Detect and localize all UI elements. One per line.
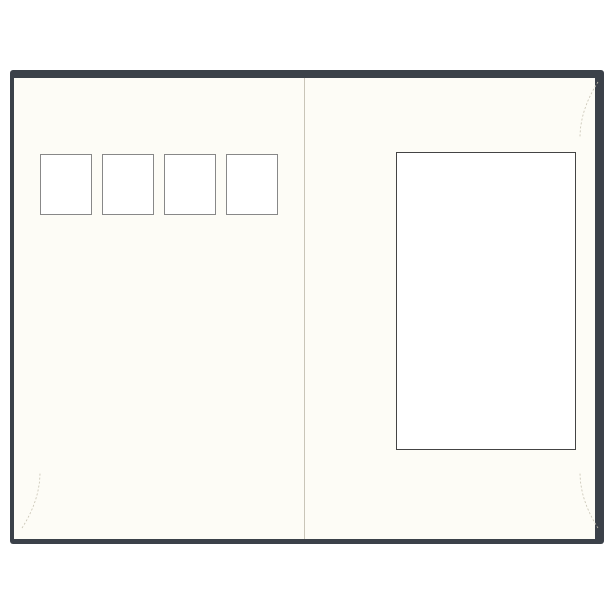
corner-stitch-right-top — [560, 80, 600, 140]
col-header-code — [239, 250, 302, 259]
operator-box-trimob — [226, 154, 278, 215]
corner-stitch-left — [20, 470, 60, 530]
distance-grid — [425, 152, 575, 450]
operator-box-kyivstar — [40, 154, 92, 215]
col-header-name — [40, 250, 102, 259]
col-header-code — [102, 250, 164, 259]
corner-stitch-right-bottom — [560, 470, 600, 530]
col-header-name — [176, 250, 239, 259]
plate-legend — [334, 149, 386, 153]
regional-codes-table-right — [176, 250, 302, 259]
operator-box-lifecell — [164, 154, 216, 215]
regional-codes-table-left — [40, 250, 164, 259]
operator-box-vodafone — [102, 154, 154, 215]
page-gutter — [304, 78, 305, 539]
